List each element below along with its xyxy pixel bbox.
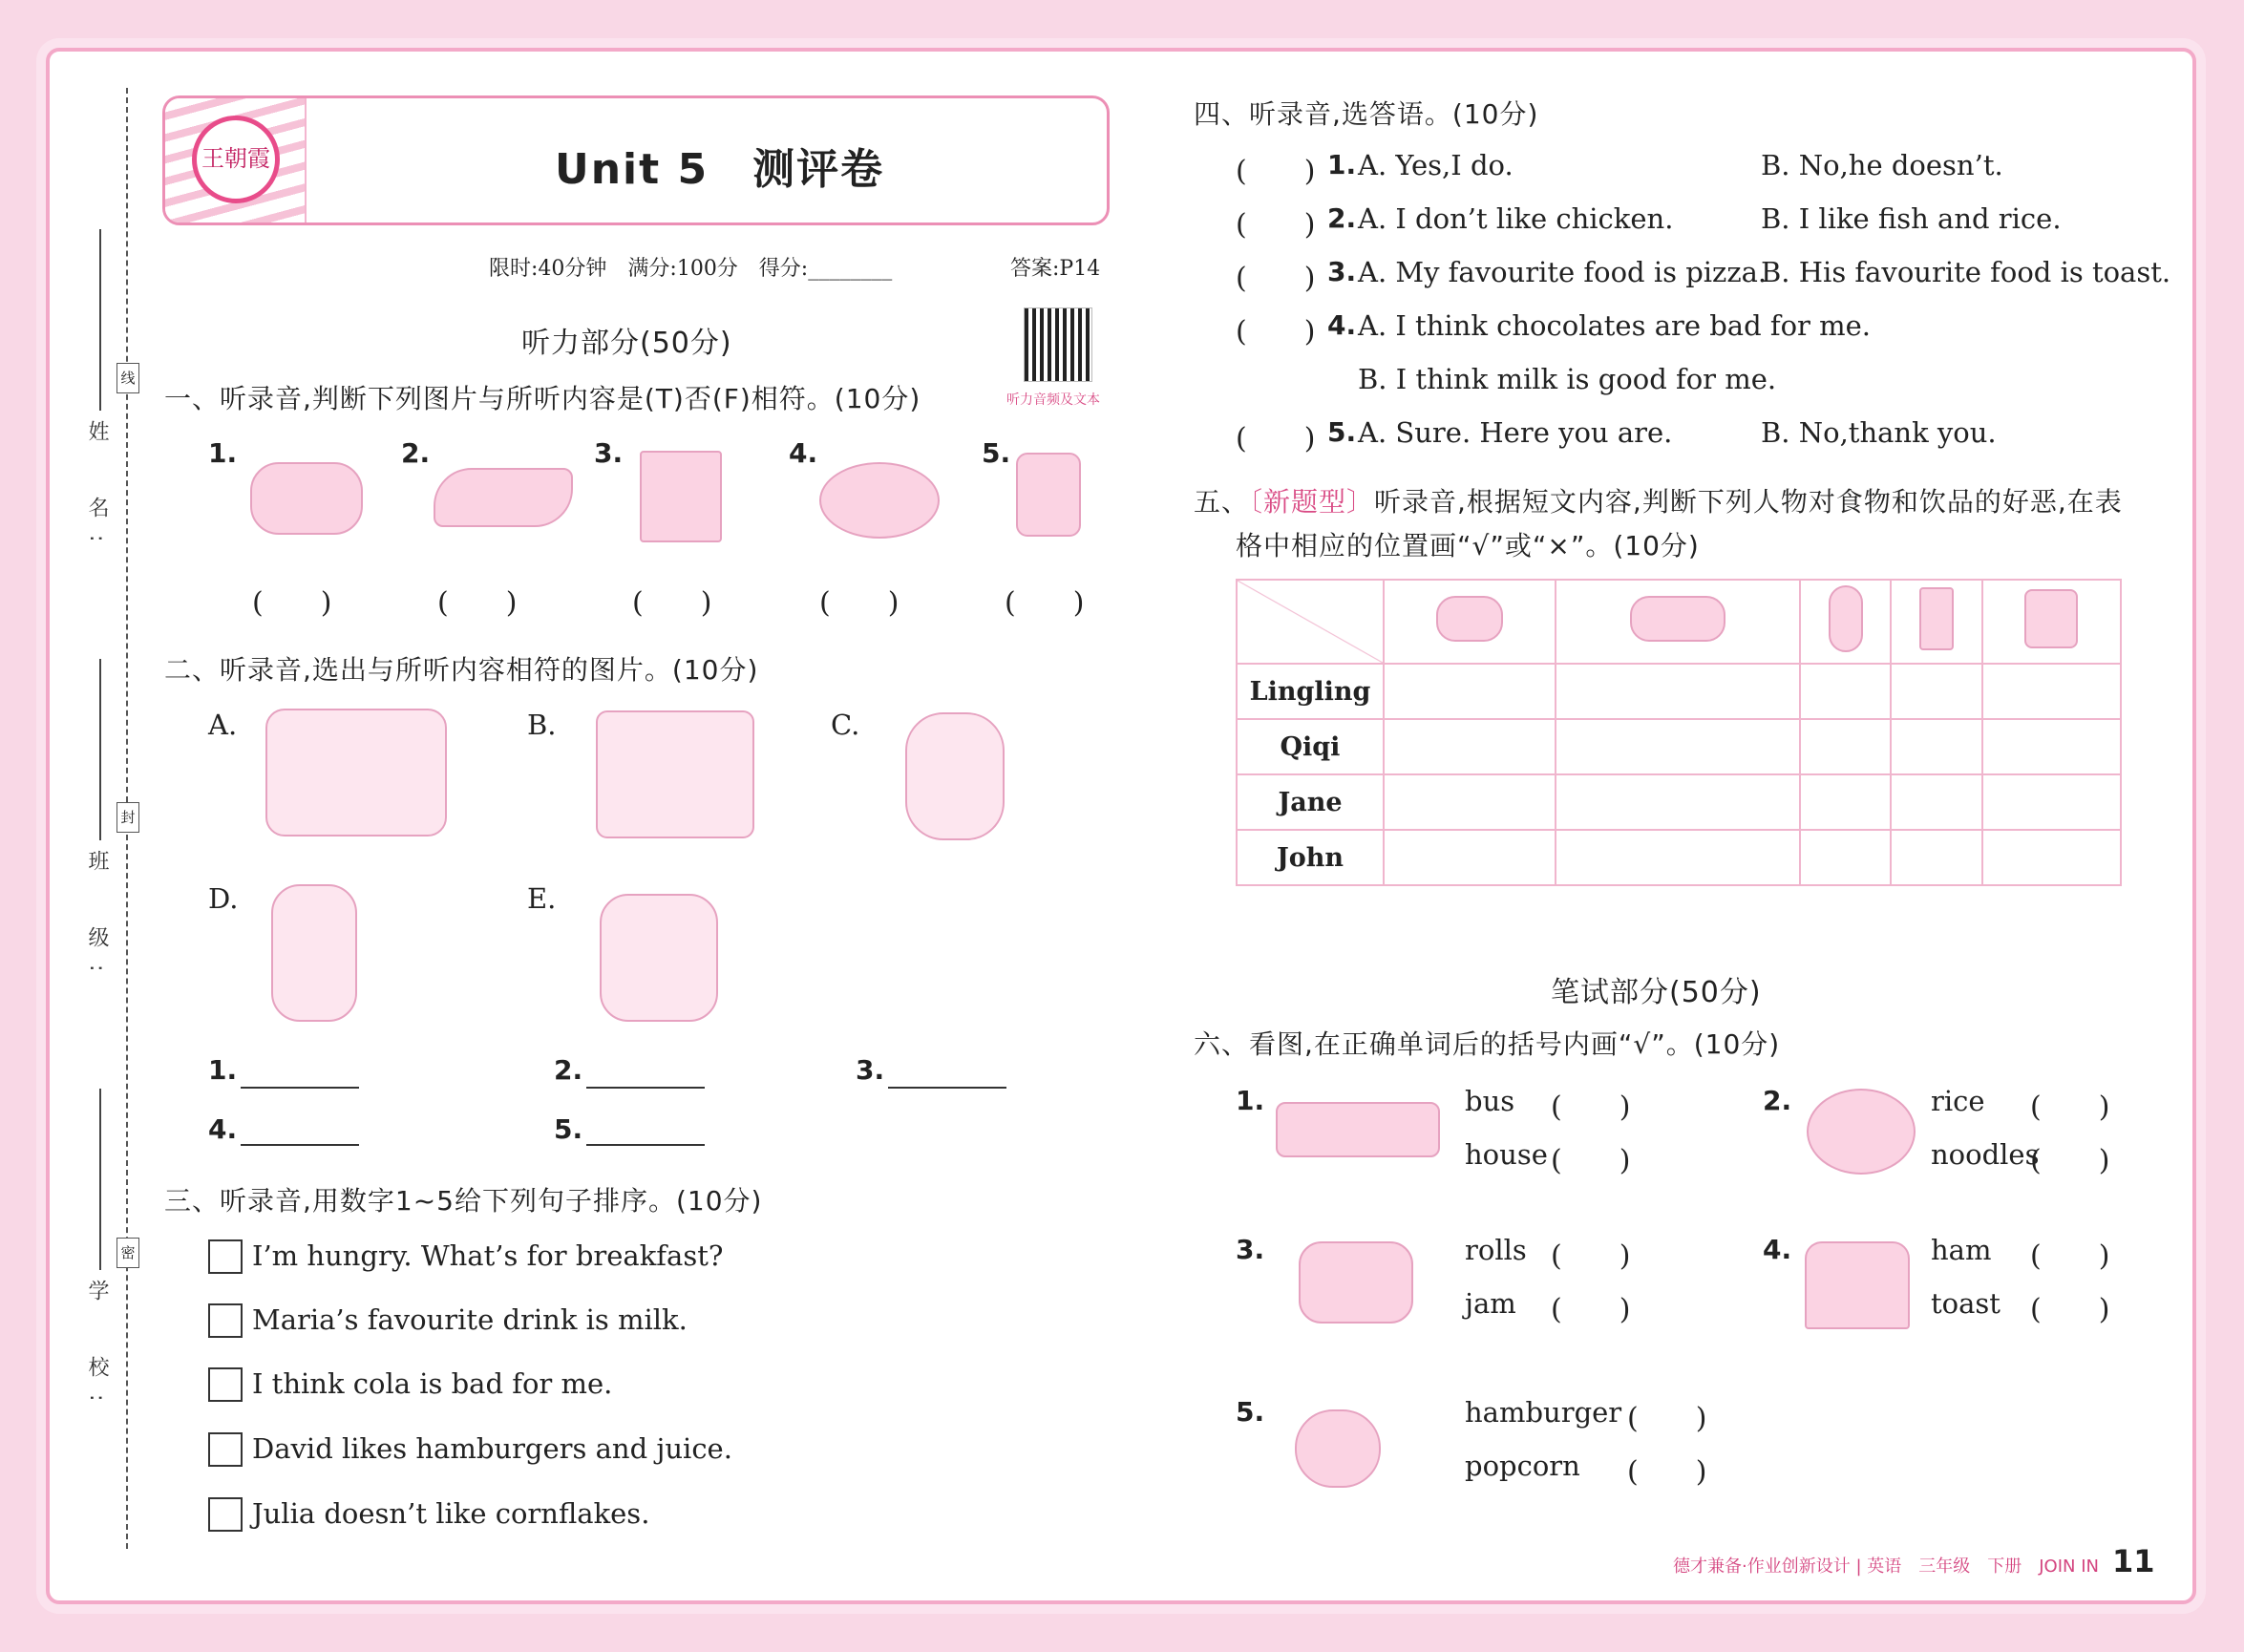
answer-cell[interactable]: [1556, 774, 1800, 830]
word-option: rice: [1931, 1085, 1985, 1117]
answer-cell[interactable]: [1800, 774, 1891, 830]
juice-box-icon: [640, 451, 722, 542]
order-box[interactable]: [208, 1239, 243, 1274]
word-option: noodles: [1931, 1138, 2040, 1171]
word-option: ham: [1931, 1234, 1992, 1266]
answer-cell[interactable]: [1891, 664, 1981, 719]
class-blank: [99, 659, 101, 840]
q6-num: 3.: [1236, 1234, 1265, 1265]
roast-chicken-icon: [819, 462, 940, 539]
writing-section-title: 笔试部分(50分): [1551, 976, 1762, 1009]
qr-code-icon[interactable]: [1024, 307, 1092, 382]
sentence: Julia doesn’t like cornflakes.: [252, 1497, 650, 1530]
answer-cell[interactable]: [1891, 774, 1981, 830]
word-option: house: [1465, 1138, 1548, 1171]
cut-mark-secret: 密: [116, 1238, 139, 1268]
option-b: B. I like fish and rice.: [1761, 202, 2062, 235]
option-a: A. My favourite food is pizza.: [1358, 256, 1768, 288]
answer-parens[interactable]: ( ): [1005, 586, 1085, 620]
q2-letter: B.: [527, 709, 557, 741]
answer-parens[interactable]: ( ): [1236, 315, 1316, 349]
name-label: 姓 名:: [85, 420, 109, 560]
new-question-tag: 〔新题型〕: [1249, 486, 1375, 518]
milk-icon: [1891, 580, 1981, 664]
answer-blank[interactable]: [241, 1087, 359, 1089]
answer-cell[interactable]: [1556, 719, 1800, 774]
answer-blank[interactable]: [586, 1087, 705, 1089]
ice-cream-icon: [1800, 580, 1891, 664]
q1-title: 一、听录音,判断下列图片与所听内容是(T)否(F)相符。(10分): [164, 383, 921, 414]
q6-num: 1.: [1236, 1085, 1265, 1116]
q2-num: 3.: [856, 1054, 885, 1086]
exam-meta: 限时:40分钟 满分:100分 得分:________: [489, 257, 893, 281]
answer-cell[interactable]: [1982, 664, 2121, 719]
answer-cell[interactable]: [1384, 664, 1556, 719]
q4-num: 1.: [1327, 149, 1357, 180]
jam-jar-icon: [1016, 453, 1081, 537]
answer-parens[interactable]: ( ): [1551, 1293, 1631, 1326]
q1-num: 1.: [208, 437, 238, 469]
toast-icon: [1805, 1241, 1910, 1329]
school-blank: [99, 1089, 101, 1270]
option-b: B. No,thank you.: [1761, 416, 1997, 449]
answer-parens[interactable]: ( ): [1236, 262, 1316, 295]
answer-parens[interactable]: ( ): [2030, 1293, 2110, 1326]
logo-area: [165, 98, 307, 222]
option-a: A. I think chocolates are bad for me.: [1358, 309, 1872, 342]
q2-num: 5.: [554, 1113, 583, 1145]
answer-parens[interactable]: ( ): [632, 586, 712, 620]
bus-icon: [1276, 1102, 1440, 1157]
answer-parens[interactable]: ( ): [2030, 1091, 2110, 1124]
answer-parens[interactable]: ( ): [1236, 208, 1316, 242]
answer-cell[interactable]: [1800, 719, 1891, 774]
picture-c-icon: [905, 712, 1005, 840]
word-option: hamburger: [1465, 1396, 1622, 1429]
answer-cell[interactable]: [1800, 664, 1891, 719]
noodles-icon: [1807, 1089, 1916, 1175]
sentence: I’m hungry. What’s for breakfast?: [252, 1239, 724, 1272]
q1-num: 2.: [401, 437, 431, 469]
answer-parens[interactable]: ( ): [1551, 1239, 1631, 1273]
cut-mark-seal: 封: [116, 802, 139, 833]
q2-num: 4.: [208, 1113, 238, 1145]
popcorn-icon: [1982, 580, 2121, 664]
picture-b-icon: [596, 710, 754, 838]
answer-parens[interactable]: ( ): [2030, 1144, 2110, 1177]
answer-cell[interactable]: [1982, 719, 2121, 774]
q4-num: 2.: [1327, 202, 1357, 234]
listening-section-title: 听力部分(50分): [521, 327, 732, 360]
q5-text: 听录音,根据短文内容,判断下列人物对食物和饮品的好恶,在表: [1374, 486, 2123, 518]
order-box[interactable]: [208, 1303, 243, 1338]
hamburger-icon: [1295, 1409, 1381, 1488]
row-name: Qiqi: [1237, 719, 1384, 774]
answer-cell[interactable]: [1384, 719, 1556, 774]
q1-num: 4.: [789, 437, 818, 469]
answer-parens[interactable]: ( ): [1551, 1091, 1631, 1124]
answer-blank[interactable]: [888, 1087, 1006, 1089]
title-banner: [162, 95, 1110, 225]
answer-parens[interactable]: ( ): [1627, 1402, 1707, 1435]
picture-e-icon: [600, 894, 718, 1022]
answer-blank[interactable]: [586, 1144, 705, 1146]
answer-cell[interactable]: [1800, 830, 1891, 885]
answer-parens[interactable]: ( ): [1236, 422, 1316, 455]
bread-rolls-icon: [250, 462, 363, 535]
picture-d-icon: [271, 884, 357, 1022]
row-name: John: [1237, 830, 1384, 885]
answer-parens[interactable]: ( ): [1236, 155, 1316, 188]
answer-ref: 答案:P14: [1010, 257, 1101, 281]
q2-letter: C.: [831, 709, 860, 741]
option-b: B. No,he doesn’t.: [1761, 149, 2003, 181]
answer-cell[interactable]: [1384, 774, 1556, 830]
q5-prefix: 五、: [1194, 486, 1250, 518]
q2-num: 2.: [554, 1054, 583, 1086]
option-b: B. His favourite food is toast.: [1761, 256, 2171, 288]
answer-parens[interactable]: ( ): [1551, 1144, 1631, 1177]
footer-text: 德才兼备·作业创新设计 | 英语 三年级 下册 JOIN IN: [1673, 1557, 2099, 1577]
order-box[interactable]: [208, 1497, 243, 1532]
word-option: bus: [1465, 1085, 1515, 1117]
fish-icon: [1556, 580, 1800, 664]
answer-cell[interactable]: [1891, 719, 1981, 774]
answer-blank[interactable]: [241, 1144, 359, 1146]
answer-parens[interactable]: ( ): [1627, 1455, 1707, 1489]
q2-title: 二、听录音,选出与所听内容相符的图片。(10分): [164, 654, 759, 686]
q6-num: 2.: [1763, 1085, 1792, 1116]
answer-parens[interactable]: ( ): [2030, 1239, 2110, 1273]
row-name: Jane: [1237, 774, 1384, 830]
page-title: Unit 5 测评卷: [555, 145, 885, 194]
sentence: I think cola is bad for me.: [252, 1367, 613, 1400]
qr-label: 听力音频及文本: [1006, 392, 1100, 408]
picture-a-icon: [265, 709, 447, 837]
answer-parens[interactable]: ( ): [437, 586, 518, 620]
page-number: 11: [2112, 1543, 2155, 1579]
sentence: Maria’s favourite drink is milk.: [252, 1303, 688, 1336]
q6-title: 六、看图,在正确单词后的括号内画“√”。(10分): [1194, 1028, 1781, 1060]
q3-title: 三、听录音,用数字1~5给下列句子排序。(10分): [164, 1185, 763, 1217]
bananas-icon: [1384, 580, 1556, 664]
answer-cell[interactable]: [1982, 774, 2121, 830]
rolls-icon: [1299, 1241, 1413, 1324]
q5-title-line2: 格中相应的位置画“√”或“×”。(10分): [1236, 530, 1700, 561]
word-option: rolls: [1465, 1234, 1527, 1266]
q2-letter: E.: [527, 882, 557, 915]
answer-cell[interactable]: [1384, 830, 1556, 885]
q4-num: 4.: [1327, 309, 1357, 341]
answer-cell[interactable]: [1891, 830, 1981, 885]
class-label: 班 级:: [85, 850, 109, 989]
word-option: toast: [1931, 1287, 2001, 1320]
q6-num: 5.: [1236, 1396, 1265, 1428]
cut-mark-line: 线: [116, 363, 139, 393]
row-name: Lingling: [1237, 664, 1384, 719]
q4-num: 3.: [1327, 256, 1357, 287]
option-a: A. Sure. Here you are.: [1358, 416, 1673, 449]
brand-logo: 王朝霞: [192, 116, 280, 203]
name-blank: [99, 229, 101, 411]
order-box[interactable]: [208, 1367, 243, 1402]
q1-num: 3.: [594, 437, 624, 469]
word-option: jam: [1465, 1287, 1516, 1320]
ham-icon: [434, 468, 573, 527]
answer-cell[interactable]: [1982, 830, 2121, 885]
order-box[interactable]: [208, 1432, 243, 1467]
q4-title: 四、听录音,选答语。(10分): [1194, 98, 1539, 130]
option-a: A. Yes,I do.: [1358, 149, 1514, 181]
q5-title: [1194, 481, 2123, 519]
answer-cell[interactable]: [1556, 664, 1800, 719]
preference-table: [1236, 579, 2122, 886]
q2-letter: D.: [208, 882, 239, 915]
word-option: popcorn: [1465, 1450, 1580, 1482]
q2-num: 1.: [208, 1054, 238, 1086]
answer-parens[interactable]: ( ): [819, 586, 900, 620]
school-label: 学 校:: [85, 1280, 109, 1419]
option-b: B. I think milk is good for me.: [1358, 363, 1777, 395]
q6-num: 4.: [1763, 1234, 1792, 1265]
q4-num: 5.: [1327, 416, 1357, 448]
answer-parens[interactable]: ( ): [252, 586, 332, 620]
table-corner: [1237, 580, 1384, 664]
q1-num: 5.: [982, 437, 1011, 469]
option-a: A. I don’t like chicken.: [1358, 202, 1674, 235]
sentence: David likes hamburgers and juice.: [252, 1432, 732, 1465]
q2-letter: A.: [208, 709, 238, 741]
answer-cell[interactable]: [1556, 830, 1800, 885]
